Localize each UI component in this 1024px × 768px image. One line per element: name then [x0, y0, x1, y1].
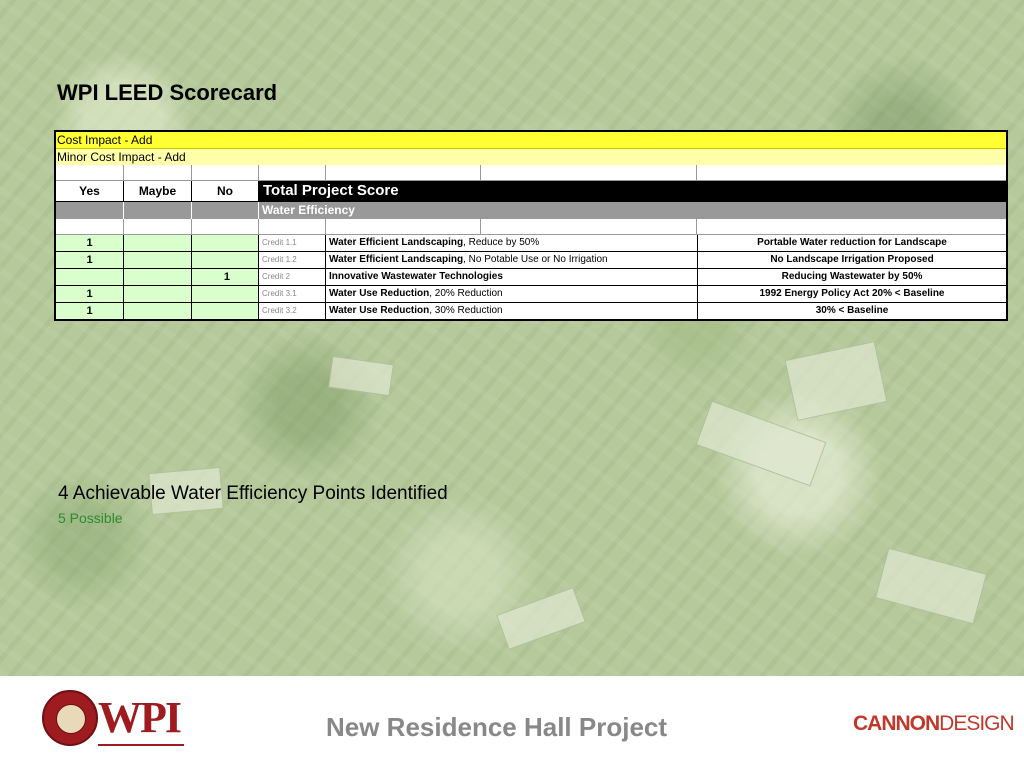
design-logo-text: DESIGN — [939, 712, 1014, 735]
wpi-seal-logo — [42, 690, 98, 746]
no-cell: 1 — [192, 269, 259, 285]
yes-cell — [56, 269, 124, 285]
credit-description — [326, 286, 698, 302]
credit-note: Reducing Wastewater by 50% — [781, 271, 923, 282]
header-no: No — [192, 181, 259, 201]
header-row — [56, 181, 1006, 202]
yes-cell: 1 — [56, 235, 124, 251]
credit-row — [56, 269, 1006, 286]
credit-name: Water Efficient Landscaping — [329, 237, 464, 248]
credit-number: Credit 3.2 — [259, 303, 326, 319]
credit-detail: , 30% Reduction — [429, 305, 503, 316]
possible-points: 5 Possible — [58, 510, 123, 526]
section-water-efficiency: Water Efficiency — [259, 202, 1006, 219]
credit-row — [56, 252, 1006, 269]
cannondesign-logo — [853, 712, 1014, 736]
credit-row — [56, 235, 1006, 252]
maybe-cell — [124, 303, 192, 319]
credit-note: 30% < Baseline — [815, 305, 889, 316]
credit-number: Credit 1.2 — [259, 252, 326, 268]
maybe-cell — [124, 269, 192, 285]
credit-name: Water Use Reduction — [329, 305, 430, 316]
credit-row — [56, 303, 1006, 319]
yes-cell: 1 — [56, 286, 124, 302]
credit-row — [56, 286, 1006, 303]
cannon-logo-text: CANNON — [853, 712, 940, 735]
credit-number: Credit 3.1 — [259, 286, 326, 302]
credit-note: 1992 Energy Policy Act 20% < Baseline — [759, 288, 945, 299]
credit-note: Portable Water reduction for Landscape — [757, 237, 947, 248]
legend-cost-impact-add: Cost Impact - Add — [56, 132, 1006, 149]
yes-cell: 1 — [56, 303, 124, 319]
credit-description — [326, 303, 698, 319]
blank-row — [56, 165, 1006, 181]
credit-number: Credit 1.1 — [259, 235, 326, 251]
credit-name: Innovative Wastewater Technologies — [329, 271, 503, 282]
credit-number: Credit 2 — [259, 269, 326, 285]
header-yes: Yes — [56, 181, 124, 201]
credit-note: No Landscape Irrigation Proposed — [770, 254, 934, 265]
no-cell — [192, 303, 259, 319]
maybe-cell — [124, 235, 192, 251]
credit-name: Water Use Reduction — [329, 288, 430, 299]
page-title: WPI LEED Scorecard — [57, 80, 278, 105]
yes-cell: 1 — [56, 252, 124, 268]
credit-description — [326, 269, 698, 285]
total-project-score-label: Total Project Score — [259, 181, 1006, 201]
no-cell — [192, 235, 259, 251]
no-cell — [192, 252, 259, 268]
section-row — [56, 202, 1006, 219]
maybe-cell — [124, 286, 192, 302]
header-maybe: Maybe — [124, 181, 192, 201]
legend-minor-cost-impact-add: Minor Cost Impact - Add — [56, 149, 1006, 165]
achievable-points-summary: 4 Achievable Water Efficiency Points Identified — [58, 483, 448, 504]
credit-detail: , No Potable Use or No Irrigation — [463, 254, 608, 265]
credit-description — [326, 252, 698, 268]
leed-scorecard-table — [54, 130, 1008, 321]
credit-description — [326, 235, 698, 251]
maybe-cell — [124, 252, 192, 268]
wpi-logo — [98, 694, 184, 746]
credit-detail: , Reduce by 50% — [463, 237, 540, 248]
project-title: New Residence Hall Project — [326, 712, 668, 742]
blank-row — [56, 219, 1006, 235]
credit-name: Water Efficient Landscaping — [329, 254, 464, 265]
credit-detail: , 20% Reduction — [429, 288, 503, 299]
no-cell — [192, 286, 259, 302]
wpi-logo-text: WPI — [98, 693, 180, 742]
